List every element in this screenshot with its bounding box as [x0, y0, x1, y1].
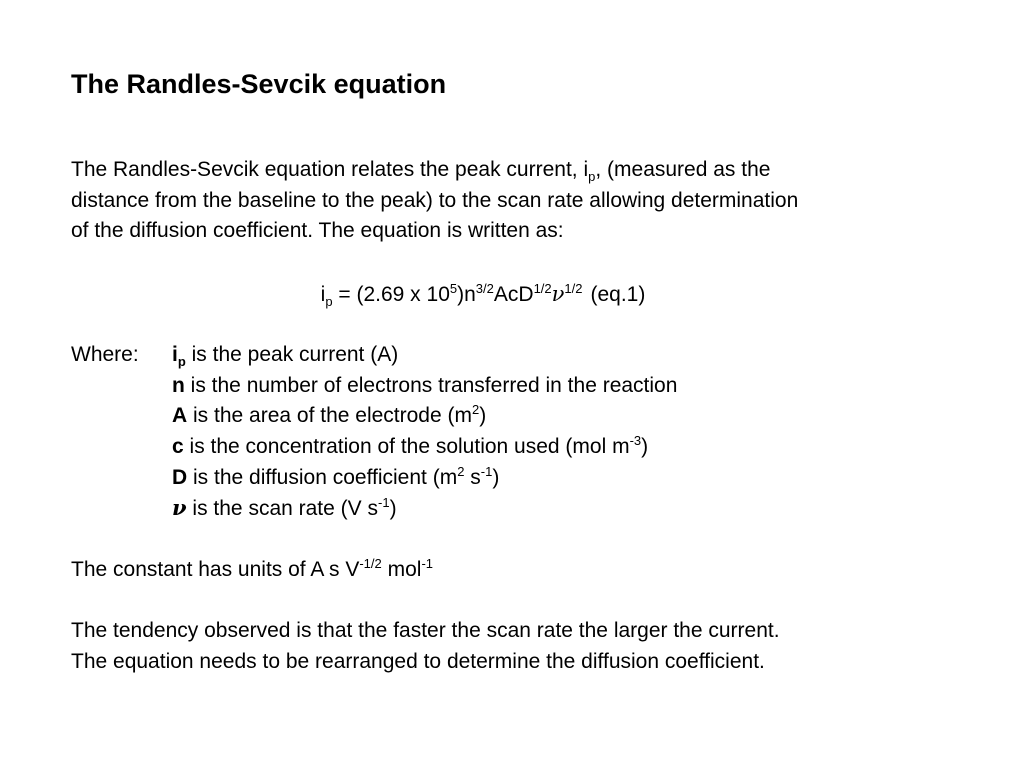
definition-concentration: [172, 432, 677, 463]
eq-constant-exponent: 5: [449, 281, 458, 296]
conclusion-line-2: The equation needs to be rearranged to determine the diffusion coefficient.: [71, 649, 765, 673]
def-symbol-a: A: [172, 404, 188, 428]
def-d-unit-exponent-1: 2: [457, 463, 465, 479]
def-c-unit-exponent: -3: [629, 433, 642, 449]
intro-subscript-p: p: [588, 169, 596, 184]
intro-line-2: distance from the baseline to the peak) to the scan rate allowing determination: [71, 188, 799, 212]
eq-d-exponent: 1/2: [533, 281, 552, 296]
definition-electrons: [172, 371, 677, 402]
definition-diffusion: [172, 463, 677, 494]
constant-exponent-1: -1/2: [359, 556, 382, 571]
definitions-list: [172, 340, 677, 524]
eq-acd: AcD: [493, 283, 534, 306]
where-label: Where:: [71, 343, 139, 366]
eq-n-exponent: 3/2: [475, 281, 494, 296]
intro-line-3: of the diffusion coefficient. The equation is written as:: [71, 219, 564, 243]
def-text-nu: is the scan rate (V s: [186, 497, 378, 521]
def-symbol-ip-subscript: p: [177, 354, 186, 369]
eq-current-symbol: i: [320, 283, 326, 306]
constant-text: The constant has units of A s V: [71, 558, 360, 581]
def-text-c: is the concentration of the solution used (mol m: [183, 435, 630, 459]
def-c-close: ): [641, 435, 649, 459]
intro-line-1-text: The Randles-Sevcik equation relates the peak current, i: [71, 158, 589, 181]
def-a-unit-exponent: 2: [471, 402, 480, 418]
constant-exponent-2: -1: [421, 556, 433, 571]
def-symbol-c: c: [172, 435, 184, 459]
slide-title: The Randles-Sevcik equation: [71, 69, 447, 99]
def-a-close: ): [479, 404, 487, 428]
eq-scan-rate-exponent: 1/2: [564, 281, 583, 296]
def-d-unit-exponent-2: -1: [480, 463, 493, 479]
eq-n: )n: [457, 283, 476, 306]
def-symbol-ip: i: [172, 343, 178, 366]
eq-label: (eq.1): [590, 283, 646, 306]
randles-sevcik-equation: [0, 279, 966, 310]
eq-scan-rate-symbol: ν: [551, 282, 565, 306]
constant-units-line: [71, 555, 433, 586]
def-nu-unit-exponent: -1: [378, 495, 390, 511]
def-d-close: ): [492, 465, 500, 489]
def-text-n: is the number of electrons transferred in the reaction: [184, 373, 678, 397]
def-nu-close: ): [389, 497, 397, 521]
intro-line-1-tail: , (measured as the: [595, 158, 771, 181]
intro-paragraph: [71, 155, 798, 247]
eq-current-subscript: p: [325, 294, 333, 309]
def-text-ip: is the peak current (A): [185, 343, 399, 366]
constant-mol: mol: [381, 558, 422, 581]
def-symbol-n: n: [172, 373, 185, 397]
def-d-unit-s: s: [464, 465, 481, 489]
def-symbol-nu: ν: [172, 495, 187, 521]
def-text-a: is the area of the electrode (m: [187, 404, 472, 428]
eq-constant: = (2.69 x 10: [332, 283, 450, 306]
def-text-d: is the diffusion coefficient (m: [187, 465, 458, 489]
intro-line-1: [71, 155, 798, 186]
definition-peak-current: [172, 340, 677, 371]
definition-scan-rate: [172, 493, 677, 524]
definition-area: [172, 401, 677, 432]
conclusion-paragraph: [71, 616, 780, 677]
conclusion-line-1: The tendency observed is that the faster the scan rate the larger the current.: [71, 619, 780, 642]
def-symbol-d: D: [172, 465, 188, 489]
